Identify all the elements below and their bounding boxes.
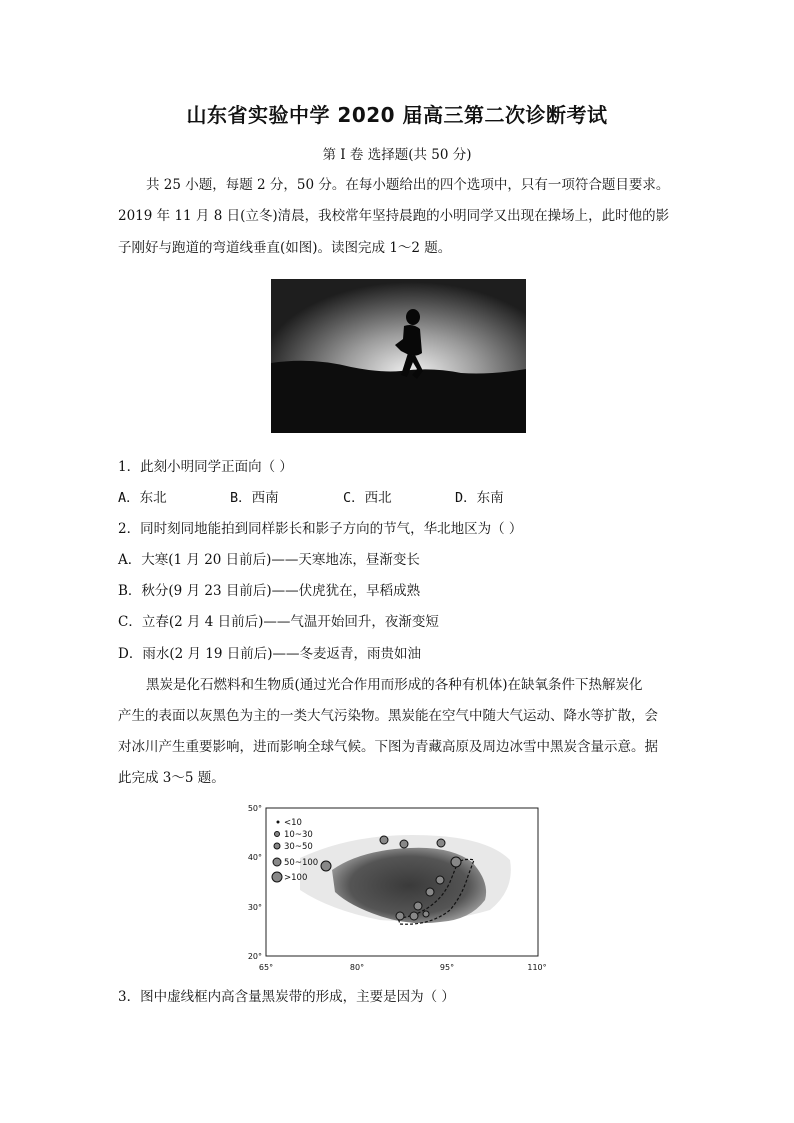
- passage-line-1: 黑炭是化石燃料和生物质(通过光合作用而形成的各种有机体)在缺氧条件下热解炭化: [146, 677, 643, 693]
- q2-stem: 2．同时刻同地能拍到同样影长和影子方向的节气，华北地区为（ ）: [118, 521, 523, 537]
- lat-label-20: 20°: [247, 952, 262, 961]
- q3-stem: 3．图中虚线框内高含量黑炭带的形成，主要是因为（ ）: [118, 989, 455, 1005]
- q1-option-c: C．西北: [343, 490, 392, 506]
- legend-item-1: <10: [284, 818, 302, 828]
- exam-title: 山东省实验中学 2020 届高三第二次诊断考试: [186, 103, 608, 127]
- legend-item-3: 30~50: [284, 842, 313, 852]
- q1-option-b: B．西南: [230, 490, 279, 506]
- intro-line-2: 2019 年 11 月 8 日(立冬)清晨，我校常年坚持晨跑的小明同学又出现在操场上，此时他的影: [118, 208, 670, 224]
- passage-line-3: 对冰川产生重要影响，进而影响全球气候。下图为青藏高原及周边冰雪中黑炭含量示意。据: [118, 739, 658, 755]
- black-carbon-map: [240, 800, 555, 978]
- passage-line-4: 此完成 3～5 题。: [118, 770, 225, 786]
- lon-label-110: 110°: [527, 963, 547, 972]
- q1-option-a: A．东北: [118, 490, 167, 506]
- lat-label-30: 30°: [247, 903, 262, 912]
- q2-option-d: D．雨水(2 月 19 日前后)——冬麦返青，雨贵如油: [118, 646, 421, 662]
- intro-line-3: 子刚好与跑道的弯道线垂直(如图)。读图完成 1～2 题。: [118, 240, 452, 256]
- lat-label-40: 40°: [247, 853, 262, 862]
- q1-option-d: D．东南: [455, 490, 504, 506]
- runner-photo: [271, 279, 526, 433]
- lon-label-95: 95°: [439, 963, 455, 972]
- legend-item-5: >100: [284, 873, 308, 883]
- q2-option-c: C．立春(2 月 4 日前后)——气温开始回升，夜渐变短: [118, 614, 439, 630]
- q1-stem: 1．此刻小明同学正面向（ ）: [118, 459, 293, 475]
- lon-label-65: 65°: [258, 963, 274, 972]
- intro-line-1: 共 25 小题，每题 2 分，50 分。在每小题给出的四个选项中，只有一项符合题目要求。: [146, 177, 670, 193]
- lat-label-50: 50°: [247, 804, 262, 813]
- q2-option-a: A．大寒(1 月 20 日前后)——天寒地冻，昼渐变长: [118, 552, 420, 568]
- passage-line-2: 产生的表面以灰黑色为主的一类大气污染物。黑炭能在空气中随大气运动、降水等扩散，会: [118, 708, 658, 724]
- q2-option-b: B．秋分(9 月 23 目前后)——伏虎犹在，早稻成熟: [118, 583, 421, 599]
- legend-item-4: 50~100: [284, 858, 319, 868]
- legend-item-2: 10~30: [284, 830, 313, 840]
- section-subtitle: 第 I 卷 选择题(共 50 分): [322, 147, 472, 163]
- lon-label-80: 80°: [349, 963, 365, 972]
